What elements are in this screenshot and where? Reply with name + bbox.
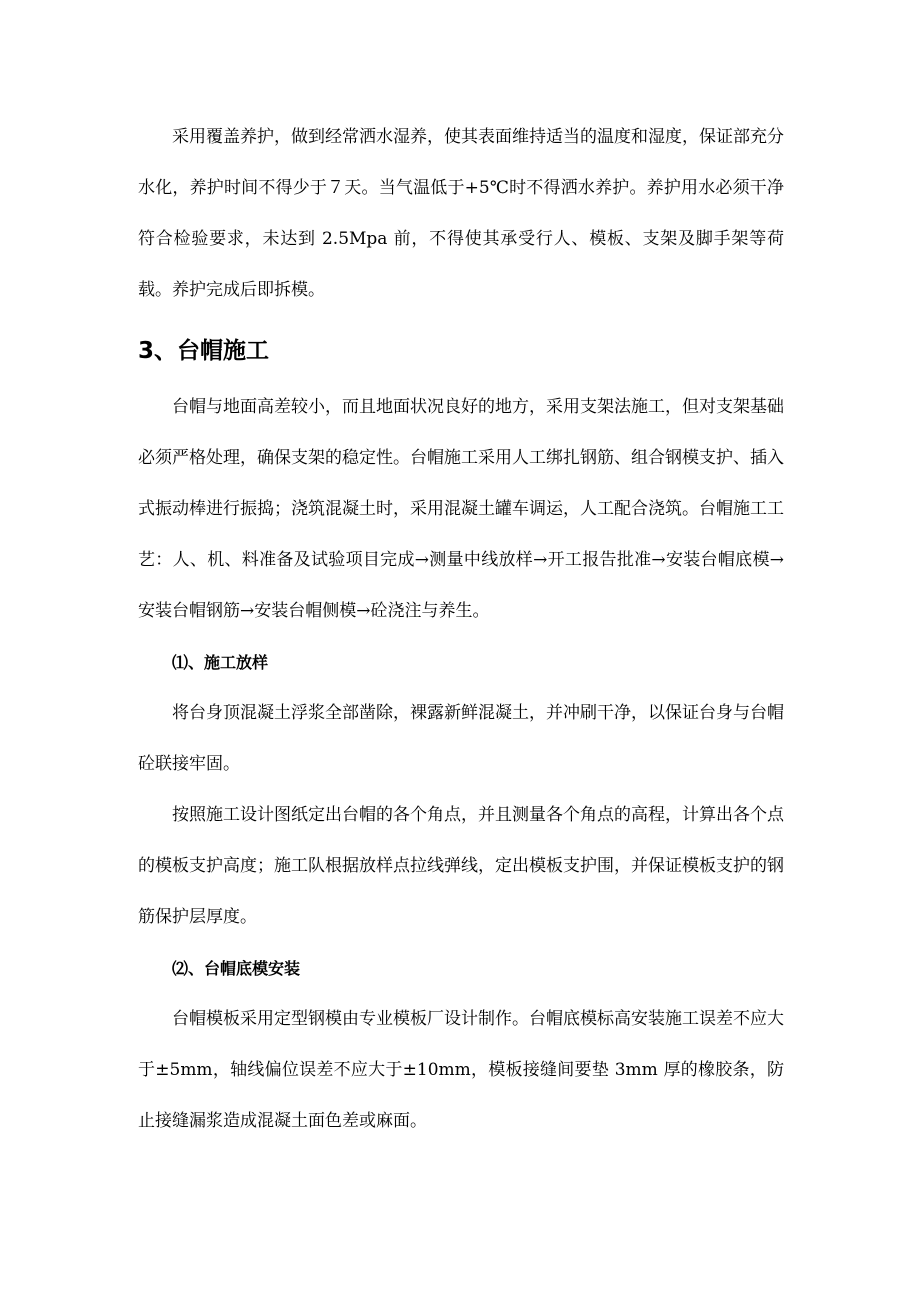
document-page [138,112,784,1147]
setting-out-paragraph-2: 按照施工设计图纸定出台帽的各个角点，并且测量各个角点的高程，计算出各个点的模板支护高度；施工队根据放样点拉线弹线，定出模板支护围，并保证模板支护的钢筋保护层厚度。 [138,805,784,927]
subheading-bottom-formwork: ⑵、台帽底模安装 [172,959,301,978]
setting-out-paragraph-1: 将台身顶混凝土浮浆全部凿除，裸露新鲜混凝土，并冲刷干净，以保证台身与台帽砼联接牢固。 [138,703,784,774]
pier-cap-intro-paragraph: 台帽与地面高差较小，而且地面状况良好的地方，采用支架法施工，但对支架基础必须严格处理，确保支架的稳定性。台帽施工采用人工绑扎钢筋、组合钢模支护、插入式振动棒进行振捣；浇筑混凝土时，采用混凝土罐车调运，人工配合浇筑。台帽施工工艺：人、机、料准备及试验项目完成→测量中线放样→开工报告批准→安装台帽底模→安装台帽钢筋→安装台帽侧模→砼浇注与养生。 [138,397,784,621]
subheading-setting-out: ⑴、施工放样 [172,653,269,672]
bottom-formwork-paragraph: 台帽模板采用定型钢模由专业模板厂设计制作。台帽底模标高安装施工误差不应大于±5mm，轴线偏位误差不应大于±10mm，模板接缝间要垫 3mm 厚的橡胶条，防止接缝漏浆造成混凝土面色差或麻面。 [138,1009,784,1131]
curing-paragraph: 采用覆盖养护，做到经常洒水湿养，使其表面维持适当的温度和湿度，保证部充分水化，养护时间不得少于７天。当气温低于+5℃时不得洒水养护。养护用水必须干净符合检验要求，未达到 2.5Mpa 前，不得使其承受行人、模板、支架及脚手架等荷载。养护完成后即拆模。 [138,127,784,300]
section-heading-pier-cap: 3、台帽施工 [138,338,270,364]
